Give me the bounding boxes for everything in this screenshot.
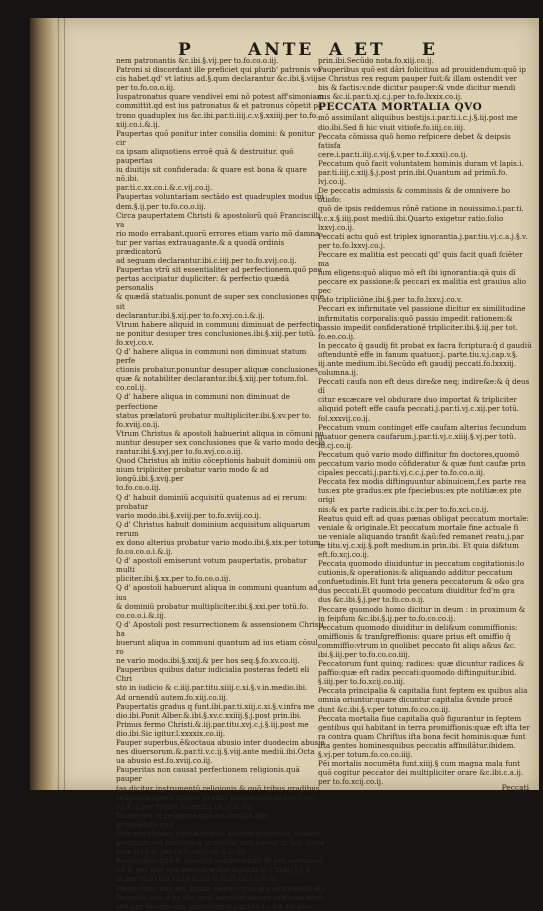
index-line: Peccatum vnum continget effe caufam alterius fecundum xyxy=(318,422,527,432)
index-line: Primus fermo Christi.&.iij.par.titu.xvj.c.j.§.iij.post me xyxy=(116,719,309,729)
index-line: iij.ante medium.ibi.Secūdo eft gaudij peccati.fo.lxxxiij. xyxy=(318,359,517,368)
index-line: Peccata fex modis diftinguuntur abinuicem,f.ex parte rea xyxy=(318,477,527,487)
section-heading: PECCATA MORTALIA QVO xyxy=(318,101,483,114)
index-line: quæ & notabiliter declarantur.ibi.§.xiij.per totum.fol. xyxy=(116,374,309,384)
index-line: mō assimilant aliquibus bestijs.i.par.ti.i.c.j.§.iij.post me xyxy=(318,113,518,123)
index-line: dus &c.ibi.§.j.per to.fo.co.o.ij. xyxy=(318,595,425,605)
index-line: columna.ij. xyxy=(318,368,359,378)
index-line: Circa paupertatem Christi & apostolorū quō Franciscilli va xyxy=(116,210,321,229)
index-line: quatuor genera caufarum.j.par.ti.vj.c.xiiij.§.vj.per totū. xyxy=(318,431,517,441)
index-line: §.vj.per totum.fo.co.co.iiij. xyxy=(318,750,413,760)
index-line: fol.xxxvij.co.ij. xyxy=(318,413,370,423)
index-line: dunt &c.ibi.§.v.per totum.fo.co.co.iij. xyxy=(318,704,451,714)
index-line: Q d' habere aliqua in communi non diminuat de perfectione xyxy=(116,392,290,411)
index-line: peccare ex passione:& peccari ex malitia est grauius alio pec xyxy=(318,277,527,296)
index-line: Q d' apostoli habuerunt aliqua in communi quantum ad ius xyxy=(116,583,318,602)
catchword: Peccati xyxy=(501,783,529,792)
index-line: Paupertas voluntariam sectādo est quadruplex modus ibi xyxy=(116,192,324,202)
index-line: c.j.§.iij.per totum.fo.cxxxix.co.iij.&.iiij. xyxy=(116,801,254,811)
index-line: Peccatum quō facit voluntatem hominis duram vt lapis.i. xyxy=(318,158,524,168)
index-line: dio.ibi.Sic igitur.l.xxxxix.co.iij. xyxy=(116,728,226,738)
index-line: vario modo.ibi.§.xviij.per to.fo.xviij.co.ij. xyxy=(116,510,262,520)
index-line: fo.xvj.co.v. xyxy=(116,337,154,347)
index-line: nium tripliciter probatur vario modo & ad longū.ibi.§.xvij.per xyxy=(116,465,269,484)
index-line: Q d' Apostoli post resurrectionem & assensionem Christi ha xyxy=(116,619,324,638)
index-line: ctionis probatur.ponuntur desuper aliquæ conclusiones xyxy=(116,365,318,375)
index-line: Peccatorum funt quinq; radices: quæ dicuntur radices & xyxy=(318,659,525,669)
index-line: ra contra quam Chriftus ifta bona fecit hominis:quæ funt xyxy=(318,731,526,741)
index-line: co.col.ij. xyxy=(116,383,147,393)
index-line: dus peccati.Et quomodo peccatum diuiditur fcd'm gra xyxy=(318,586,515,596)
index-line: tas dicitur instrumentū religionis,& quō tribus gradibus xyxy=(116,783,320,793)
index-line: Iuspatronatus quare vendivel emi nō potest aff'simoniam xyxy=(116,92,324,102)
index-line: gentibus qui habitant in terra promiffionis:quæ eft ifta ter xyxy=(318,722,530,732)
index-line: dio.ibi.Sed fi hic viuit vitiofe.fo.iiij.co.iiij. xyxy=(318,122,466,132)
index-line: lxxvj.co.ij. xyxy=(318,222,355,232)
index-line: prin.ibi.Secūdo nota.fo.xiij.co.ij. xyxy=(318,56,434,65)
header-letter-a: A xyxy=(329,40,346,60)
index-line: tus:ex pte gradus:ex pte fpeciebus:ex pte notitiæ:ex pte origi xyxy=(318,486,522,505)
index-line: ue veniale aliquando tranfit &aū:fed remanet reatu.j.par xyxy=(318,531,524,541)
index-line: citur excæcare vel obdurare duo importat & tripliciter xyxy=(318,395,517,405)
index-line: Paupertatis gradus q funt.ibi.par.ti.xiij.c.xi.§.v.infra me xyxy=(116,701,315,711)
index-line: Peccata mortalia fiue capitalia quō figurantur in feptem xyxy=(318,713,522,723)
index-line: Pauperibus quibus datur iudicialia posteras fedeti eli Chri xyxy=(116,665,310,684)
index-line: proprium est mortale:& prælatus non potest in hoc dispē xyxy=(116,838,325,848)
index-line: & dominiū probatur multipliciter.ibi.§.xxi.per totū.fo. xyxy=(116,601,309,611)
header-letter-e: E xyxy=(422,40,438,60)
index-line: v.c.x.§.iiij.post mediū.ibi.Quarto exigetur ratio.folio xyxy=(318,213,504,223)
index-line: lum eligens:quō aliquo mō eft ibi ignorantia:qā quis dī xyxy=(318,268,516,278)
index-line: omnia oriuntur:quare dicuntur capitalia &vnde procē xyxy=(318,695,513,705)
index-line: nuntur desuper sex conclusiones que & vario modo decla xyxy=(116,437,326,447)
index-line: Q d' apostoli emiserunt votum paupertatis, probatur multi xyxy=(116,556,307,575)
index-line: par.ti.iiij.c.xiij.§.j.post prin.ibi.Quantum ad primū.fo. xyxy=(318,168,508,178)
index-line: fo.eo.co.ij. xyxy=(318,331,356,341)
index-line: trono quaduplex ius &c.ibi.par.ti.iiij.c.v.§.xxiiij.per to.fo. xyxy=(116,110,319,120)
index-line: Ad ornendū autem.fo.xiij.co.iij. xyxy=(116,692,228,702)
index-line: In peccato q̄ gaudij fit probat ex facra fcriptura:q̄ d gaudiū xyxy=(318,340,532,350)
index-line: ua abusio est.fo.xviij.co.iij. xyxy=(116,756,213,766)
index-line: Paupertas quō ponitur inter consilia domini: & ponitur cir xyxy=(116,128,315,147)
page-edge-line xyxy=(64,18,65,790)
index-line: bis & factis:v.nde dicitur pauper:& vnde dicitur mendi xyxy=(318,83,516,93)
index-line: nes diuersorum.&.par.ti.v.c.ij.§.viij.ante mediū.ibi.Octa xyxy=(116,747,315,757)
index-line: Q d' habuit dominiū acquisitū quatenus ad ei rerum: probatur xyxy=(116,492,308,511)
index-line: Vtrum Christus & apostoli habuerint aliqua in cōmuni po xyxy=(116,428,324,438)
index-line: fo.xviij.co.ij. xyxy=(116,419,160,429)
index-line: Vtrum habere aliquid in communi diminuat de perfectio xyxy=(116,319,320,329)
index-line: commiffio:vtrum in quolibet peccato fit aliqs a&us &c. xyxy=(318,640,517,650)
index-line: ad seguam declarantur.ibi.c.iiij.per to.fo.xvij.co.ij. xyxy=(116,256,297,266)
index-line: & quædā statualis.ponunt de super sex conclusiones que sit xyxy=(116,292,324,311)
index-line: cere.i.par.ti.iiij.c.vij.§.v.per to.f.xxxi).co.ij. xyxy=(318,149,468,159)
index-line: status prælatorū probatur multipliciter.ibi.§.xv.per to. xyxy=(116,410,312,420)
index-line: dem.§.ij.per to.fo.co.o.iij. xyxy=(116,201,206,211)
index-line: tur per varias extrauagante.& a quodā ordinis prædicatorū xyxy=(116,237,285,256)
index-line: sed per beneficium gratuitum.ii.par.titu.i.c.v.§.xvj.post xyxy=(116,901,313,911)
index-line: quō de ipsis reddemus rōnē ratione in nouissimo.i.par.ti. xyxy=(318,204,524,214)
index-line: infirmitatis corporalis:quō passio impedit rationem:& xyxy=(318,313,513,323)
index-line: ne vario modo.ibi.§.xxij.& per hos seq.§.fo.xv.co.iij. xyxy=(116,656,300,666)
index-line: ibi.§.iij.per to.fo.co.co.iiij. xyxy=(318,650,410,659)
index-line: aliquid poteft effe caufa peccati.j.par.ti.vj.c.xij.per totū. xyxy=(318,404,520,414)
index-line: Pēi mortalis nocumēta funt.xiiij.§ cum magna mala funt xyxy=(318,759,520,769)
index-line: Paupertas vtrū sit essentialiter ad perfectionem.quō pau xyxy=(116,265,323,275)
index-line: ca ipsam aliquotiens erroē quā & destruitur. quō paupertas xyxy=(116,146,294,166)
index-line: quō cogitur peccator dei multipliciter orare &c.ibi.c.a.ij. xyxy=(318,768,524,778)
index-line: se Christus rex regum pauper fuit:& illam ostendit ver xyxy=(318,74,517,84)
index-line: cus &c.ii.par.ti.xj.c.j.per to.fo.lxxix.co.ij. xyxy=(318,92,463,102)
index-line: rantur.ibi.§.xvj.per to.fo.xvj.co.o.iij. xyxy=(116,447,243,457)
index-line: lvj.co.ij. xyxy=(318,177,347,187)
page-edge-line xyxy=(58,18,59,790)
index-line: te titu.vj.c.xij.§.poft medium.in prin.ibi. Et quia di&tum xyxy=(318,540,519,550)
index-line: ex dono alterius probatur vario modo.ibi.§.xix.per totum. xyxy=(116,537,323,547)
index-line: sare.ibi.§.xi.per to.fo.cxlij.co.ij.&.iiij. xyxy=(116,847,248,857)
index-line: Reatus quid eft ad quas pænas obligat peccatum mortale: xyxy=(318,513,529,523)
index-line: Patroni si discordant ille preficiet qui plurib' patronis vo xyxy=(116,65,322,75)
index-line: nem patronantis &c.ibi.§.vij.per to.fo.co.o.iij. xyxy=(116,56,279,65)
index-line: passio impedit confiderationē tripliciter.ibi.§.iij.per tot. xyxy=(318,322,518,332)
index-line: per to.fo.xcij.co.ij. xyxy=(318,777,384,787)
index-line: §.iiij.per to.fo.xcij.co.iiij. xyxy=(318,677,406,687)
index-line: per to.fo.lxxvj.co.j. xyxy=(318,240,386,250)
index-line: Pauperitas non causat perfectionem religionis.quā pauper xyxy=(116,765,300,784)
index-line: rio modo errabant.quorū errores etiam vario mō damna xyxy=(116,228,320,238)
index-line: cipales peccati.j.par.ti.vj.c.c.j.per to.fo.co.o.iij. xyxy=(318,468,486,478)
index-line: oftenduntē effe in fanum quatuor.j. parte.tiu.v.j.cap.v.§. xyxy=(318,349,518,359)
index-line: veniale & originale.Et peccatum mortale fine actuale fi xyxy=(318,522,519,532)
index-line: nā & per alia opa misericordiæ.ii.par.ti.xj.c.xxiiij.§.j.& xyxy=(116,865,312,875)
header-word-et: ET xyxy=(354,40,386,60)
index-line: Q d' habere aliqua in communi non diminuat statum perfe xyxy=(116,347,307,366)
index-column-left xyxy=(116,56,326,911)
index-line: ifta gentes hominesquibus peccatis affimilātur.ibidem. xyxy=(318,740,516,750)
index-line: Peccare quomodo homo dicitur in deum : in proximum & xyxy=(318,604,526,614)
index-line: Peccatum quomodo diuiditur in deli&um commiffionis: xyxy=(318,622,518,632)
header-letter-p: P xyxy=(178,40,194,60)
index-line: Peccari ex infirmitate vel passione dicitur ex similitudine xyxy=(318,304,526,314)
index-line: paffio:quæ eft radix peccati:quomodo diftinguitur.ibid. xyxy=(318,668,517,678)
index-line: Q d' Christus habuit dominium acquisitum aliquarum rerum xyxy=(116,519,311,538)
index-line: fo.co.co.o.i.&.ij. xyxy=(116,547,173,557)
index-line: Paupertas in religione quō est femida fine proprietate.qua xyxy=(116,810,269,829)
index-line: iu diuitijs sit confiderada: & quare est bona & quare nō.ibi. xyxy=(116,165,307,184)
index-line: sto in iudicio & c.iiij.par.titu.xiiij.c.xi.§.v.in.medio.ibi. xyxy=(116,683,308,693)
index-line: Peccatum quō vario modo diffinitur fm doctores,quomō xyxy=(318,449,520,459)
index-line: Pauperibus quō & qualiter subueniendū fit per eleemosy xyxy=(116,856,323,866)
index-line: eft.fo.xcj.co.ij. xyxy=(318,549,370,559)
index-line: declarantur.ibi.§.xij.per to.fo.xvj.co.i.&.ij. xyxy=(116,310,265,320)
index-line: Peccata quomodo diuiduntur in peccatum cogitationis:lo xyxy=(318,559,525,569)
index-line: Pauper superbus,ē&octaua abusio inter duodecim abusio xyxy=(116,738,325,748)
index-line: De peccatis admissis & commissis & de omnivere bo otiofo: xyxy=(318,186,511,205)
index-line: xiij.co.i.&.ij. xyxy=(116,119,160,129)
index-line: Peccati caufa non eft deus dire&e neq; indire&e:& q̄ deus dī xyxy=(318,377,530,396)
index-line: par.ti.c.xx.co.i.&.c.vij.co.ij. xyxy=(116,183,213,193)
index-line: pertas accipiatur dupliciter: & perfectio quædā personalis xyxy=(116,274,290,293)
index-line: Pauperibus non est danda eleemosyna pro orationeab eis xyxy=(116,883,325,893)
index-line: pliciter.ibi.§.xx.per to.fo.co.o.iij. xyxy=(116,574,231,584)
index-line: confuetudinis.Et funt tria genera peccatorum & o&o gra xyxy=(318,577,525,587)
index-line: in.per to.fo.liiij.co.iij.&.iiij.&.fo.lij.co.j.ij.&.iij. xyxy=(116,874,279,884)
index-line: in feipfum &c.ibi.§.ij.per to.fo.co.co.ij. xyxy=(318,613,456,623)
index-line: liter circaipsam peccatur.quid dicatur proprium: habere xyxy=(116,828,321,838)
index-line: religionis operit triplex gradus paupertatis.iij.par.ti.xvj. xyxy=(116,792,318,802)
index-line: Peccata cōmissa quō homo refpicere debet & deipsis fatisfa xyxy=(318,131,511,150)
index-column-right xyxy=(318,56,532,787)
index-line: Pauperibus quō est dāri folicitius ad prouidendum:quō ip xyxy=(318,65,526,75)
index-line: Peccare ex malitia est peccati qd' quis facit quafi fciēter ma xyxy=(318,249,523,268)
index-line: omiffionis & tranfgreffionis: quare prius eft omiffio q̄ xyxy=(318,631,511,641)
index-line: dio.ibi.Ponit Alber.&.ibi.§.xv.c.xxiiij.§.j.post prin.ibi. xyxy=(116,710,302,720)
header-word-ante: ANTE xyxy=(248,40,315,60)
index-line: ne ponitur desuper tres conclusiones.ibi.§.xiij.per totū. xyxy=(116,328,316,338)
index-line: Quod Christus ab initio cōceptionis habuit dominiū om xyxy=(116,456,316,466)
index-line: Peccati actu quō est triplex ignorantia.j.par.tiu.vj.c.a.j.§.v. xyxy=(318,231,528,241)
index-line: cis habet.qd' vt latius ad.§.qum declarantur &c.ibi.§.viij. xyxy=(116,74,320,84)
index-line: peccatum vario modo cōfideratur & quæ funt caufæ prin xyxy=(318,459,526,469)
index-line: nis:& ex parte radicis.ibi.c.ix.per to.fo.xci.co.ij. xyxy=(318,504,489,514)
index-line: buerunt aliqua in communi quantum ad ius etiam cōsul ro xyxy=(116,638,318,657)
index-line: facienda.tam.ē ex hoc quis intendat emere orationē eorū, xyxy=(116,892,326,902)
index-line: fo.cj.co.ij. xyxy=(318,440,354,450)
index-line: co.co.o.i.&.iij. xyxy=(116,610,166,620)
index-line: Peccata principalia & capitalia funt feptem ex quibus alia xyxy=(318,686,528,696)
index-line: per to.fo.co.o.iij. xyxy=(116,83,176,93)
index-line: committit.qd est ius patronatus & et patronus cōpetit pa xyxy=(116,101,323,111)
index-line: cutionis,& operationis:& aliquando additur peccatum xyxy=(318,568,513,578)
index-line: to.fo.co.o.iij. xyxy=(116,483,161,493)
index-line: cato tripliciōne.ibi.§.per to.fo.lxxv.j.co.v. xyxy=(318,295,463,305)
